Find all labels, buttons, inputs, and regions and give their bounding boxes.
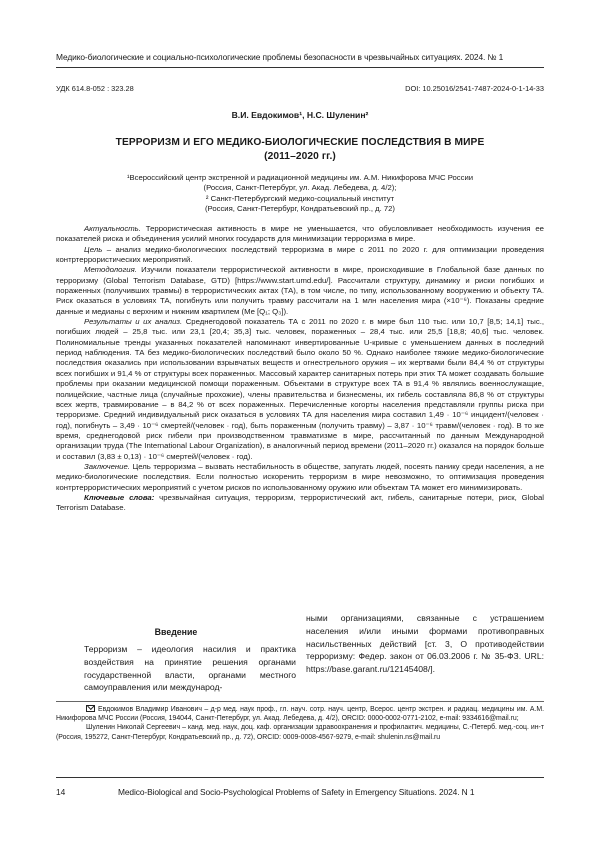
title-line-2: (2011–2020 гг.) xyxy=(264,150,336,162)
page-number: 14 xyxy=(56,787,66,797)
results-text: Среднегодовой показатель ТА с 2011 по 2020 г. в мире был 110 тыс. или 10,7 [8,5; 14,1] тыс., погибших людей – 25,8 тыс. или 23,1 [20,4; 35,3] тыс. человек, пораженных – 28,4 тыс. или 25,5 [18,8; 40,6] тыс. человек. Полиномиальные тренды указанных показателей напоминают инвертированные U-кривые с уменьшением данных в последний период наблюдения. ТА без медико-биологических последствий было около 50 %. Однако наиболее тяжкие медико-биологические последствия оказались при использовании взрывчатых веществ и огнестрельного оружия – их жертвами были 84,4 % от структуры всех погибших и 91,4 % от структуры всех пораженных. Массовый характер санитарных потерь при этих ТА может создавать большие проблемы при оказании медицинской помощи пораженным. Объектами в структуре всех ТА в 91,4 % являлись военнослужащие, полицейские, частные лица (случайные прохожие), члены правительства и бизнесмены, их гибель составляла 86,8 % от структуры всех жертв, травмирование – в 84,2 % от всех пораженных. Перечисленные когорты населения представляли группы риска при терроризме. Средний индивидуальный риск оказаться в условиях ТА для населения мира составил 1,49 · 10⁻⁶ инцидент/(человек · год), погибнуть – 3,49 · 10⁻⁶ смертей/(человек · год), быть пораженным (получить травму) – 3,87 · 10⁻⁶ травм/(человек · год). В то же время, среднегодовой риск гибели при производственном травматизме в мире, рассчитанный по данным Международной организации труда (The International Labour Organization), в аналогичный период времени (2011–2020 гг.) оказался на порядок больше и составил (3,83 ± 0,13) · 10⁻⁶ смертей/(человек · год). xyxy=(56,317,544,461)
abstract-conclusion xyxy=(56,462,544,493)
relevance-label: Актуальность. xyxy=(84,224,141,233)
abstract-results xyxy=(56,317,544,462)
aim-text: – анализ медико-биологических последствий терроризма в мире с 2011 по 2020 г. для оптимизации проведения контртеррористических мероприятий. xyxy=(56,244,544,265)
footer-rule xyxy=(56,777,544,778)
intro-right-column xyxy=(306,612,544,676)
footnote-author-1 xyxy=(56,705,544,723)
aim-label: Цель xyxy=(84,244,103,254)
title-line-1: ТЕРРОРИЗМ И ЕГО МЕДИКО-БИОЛОГИЧЕСКИЕ ПОСЛЕДСТВИЯ В МИРЕ xyxy=(115,137,485,148)
methods-label: Методология. xyxy=(84,265,137,275)
affiliation-2: ² Санкт-Петербургский медико-социальный институт xyxy=(205,193,395,203)
affiliations xyxy=(56,173,544,214)
affiliation-1: ¹Всероссийский центр экстренной и радиационной медицины им. А.М. Никифорова МЧС России xyxy=(126,173,474,182)
conclusion-label: Заключение. xyxy=(84,461,130,471)
intro-left-text: Терроризм – идеология насилия и практика воздействия на принятие решения органами государственной власти, органами местного самоуправления или международ- xyxy=(84,644,296,693)
keywords-text: чрезвычайная ситуация, терроризм, террористический акт, гибель, санитарные потери, риск, Global Terrorism Database. xyxy=(56,492,544,513)
journal-title-en: Medico-Biological and Socio-Psychological Problems of Safety in Emergency Situations. 2024. N 1 xyxy=(118,787,475,797)
intro-left-column xyxy=(84,643,296,694)
results-label: Результаты и их анализ. xyxy=(84,317,183,327)
envelope-icon xyxy=(86,705,95,712)
keywords-label: Ключевые слова: xyxy=(84,492,155,502)
abstract-methods xyxy=(56,265,544,317)
header-rule xyxy=(56,67,544,68)
article-title xyxy=(56,136,544,163)
abstract-keywords xyxy=(56,493,544,514)
running-header: Медико-биологические и социально-психологические проблемы безопасности в чрезвычайных ситуациях. 2024. № 1 xyxy=(56,52,504,62)
footnote-author-1-text: Евдокимов Владимир Иванович – д-р мед. наук проф., гл. науч. сотр. науч. центр, Всерос. центр экстрен. и радиац. медицины им. А.М. Никифорова МЧС России (Россия, 194044, Санкт-Петербург, ул. Акад. Лебедева, д. 4/2), ORCID: 0000-0002-0771-2102, e-mail: 9334616@mail.ru; xyxy=(56,706,544,723)
abstract-relevance xyxy=(56,224,544,245)
author-footnote xyxy=(56,705,544,742)
affiliation-2-address: (Россия, Санкт-Петербург, Кондратьевский пр., д. 72) xyxy=(205,203,395,213)
intro-heading: Введение xyxy=(154,627,198,637)
affiliation-1-address: (Россия, Санкт-Петербург, ул. Акад. Лебедева, д. 4/2); xyxy=(203,183,397,193)
footnote-rule xyxy=(56,701,544,702)
abstract xyxy=(56,224,544,514)
relevance-text: Террористическая активность в мире не уменьшается, что обусловливает необходимость изучения ее показателей риска и объединения усилий многих государств для минимизации терроризма в мире. xyxy=(56,224,544,244)
conclusion-text: Цель терроризма – вызвать нестабильность в обществе, запугать людей, посеять панику среди населения, а не медико-биологические последствия. Если полностью искоренить терроризм в мире невозможно, то оптимизация проведения контртеррористических мероприятий с учетом рисков по использованному оружию или объектам ТА может его минимизировать. xyxy=(56,461,545,492)
footnote-author-2: Шуленин Николай Сергеевич – канд. мед. наук, доц. каф. организации здравоохранения и профилактич. медицины, С.-Петерб. мед.-соц. ин-т (Россия, 195272, Санкт-Петербург, Кондратьевский пр., д. 72), ORCID: 0009-0008-4567-9279, e-mail: shulenin.ns@mail.ru xyxy=(56,724,544,741)
authors: В.И. Евдокимов¹, Н.С. Шуленин² xyxy=(231,110,369,120)
doi[interactable]: DOI: 10.25016/2541-7487-2024-0-1-14-33 xyxy=(405,84,544,93)
abstract-aim xyxy=(56,245,544,266)
methods-text: Изучили показатели террористической активности в мире, происходившие в Глобальной базе данных по терроризму (Global Terrorism Database, GTD) [https://www.start.umd.edu/]. Рассчитали структуру, динамику и риски погибших и пораженных (получивших травмы) в террористических актах (ТА), в том числе, по типу, использованному вооружению и объекту ТА. Риск оказаться в условиях ТА, погибнуть или получить травму рассчитали на 1 млн населения мира (×10⁻⁶). Показаны средние данные и медианы с верхним и нижним квартилем (Me [Q₁; Q₃]). xyxy=(56,265,544,316)
udk-code: УДК 614.8-052 : 323.28 xyxy=(56,84,134,93)
intro-right-text: ными организациями, связанные с устрашением населения и/или иными формами противоправных насильственных действий [ст. 3, О противодействии терроризму: Федер. закон от 06.03.2006 г. № 35-ФЗ. URL: https://base.garant.ru/12145408/]. xyxy=(306,613,544,675)
